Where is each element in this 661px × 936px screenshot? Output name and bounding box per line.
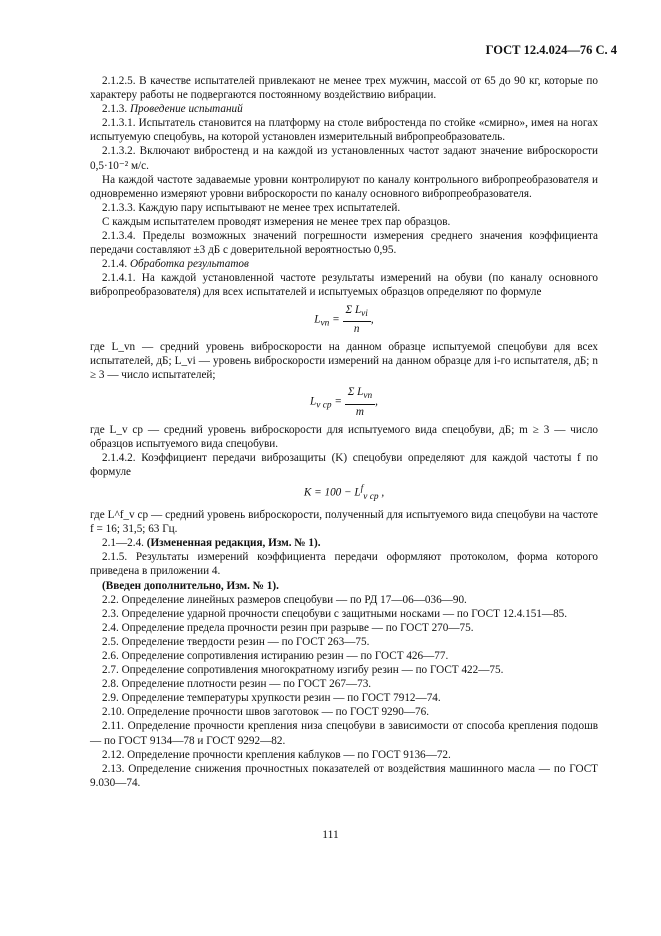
formula-subscript: v ср [363, 491, 379, 502]
paragraph: 2.8. Определение плотности резин — по ГОСТ 267—73. [102, 678, 372, 691]
formula-fraction [345, 385, 375, 418]
section-number: 2.1.3. [102, 103, 128, 116]
formula-average-level: $L_{v ср}$ = $\frac{\Sigma L_{vn}}{m}$ , [310, 386, 378, 418]
paragraph: 2.1.5. Результаты измерений коэффициента передачи оформляют протоколом, форма которого приведена в приложении 4. [90, 551, 598, 578]
paragraph: 2.4. Определение предела прочности резин при разрыве — по ГОСТ 270—75. [102, 621, 474, 634]
formula-lhs-subscript: vn [320, 318, 330, 329]
paragraph: где L_vn — средний уровень виброскорости на данном образце испытуемой спецобуви для всех испытателей, дБ; L_vi — уровень виброскорости измерений на данном образце для i-го испытателя, дБ; n ≥ 3 — число испытателей; [90, 340, 598, 382]
formula-mean-level: $L_{vn}$ = $\frac{\Sigma L_{vi}}{n}$ , [314, 303, 374, 335]
formula-lhs: L [314, 312, 321, 325]
paragraph: 2.13. Определение снижения прочностных показателей от воздействия машинного масла — по ГОСТ 9.030—74. [90, 762, 598, 789]
formula-transfer-coefficient: $K = 100 - L^f_{v ср}$ , [303, 484, 385, 502]
paragraph: 2.3. Определение ударной прочности спецобуви с защитными носками — по ГОСТ 12.4.151—85. [102, 607, 568, 620]
formula-denominator: m [355, 405, 364, 418]
section-heading [90, 257, 598, 271]
formula-lhs: L [310, 395, 317, 408]
paragraph: 2.1.2.5. В качестве испытателей привлекают не менее трех мужчин, массой от 65 до 90 кг, которые по характеру работы не подвергаются постоянному воздействию вибрации. [90, 75, 598, 102]
paragraph: 2.2. Определение линейных размеров спецобуви — по РД 17—06—036—90. [102, 593, 467, 606]
page-header: ГОСТ 12.4.024—76 С. 4 [485, 43, 617, 57]
paragraph: 2.1.3.2. Включают вибростенд и на каждой из установленных частот задают значение виброскорости 0,5·10⁻² м/с. [90, 145, 598, 172]
paragraph: 2.1.3.1. Испытатель становится на платформу на столе вибростенда по стойке «смирно», имея на ногах испытуемую спецобувь, на которой установлен измерительный вибропреобразователь. [90, 117, 598, 144]
page-number: 111 [322, 829, 339, 841]
amendment-note: 2.1—2.4. (Измененная редакция, Изм. № 1). [102, 537, 321, 550]
formula-fraction [343, 303, 371, 336]
section-title: Обработка результатов [129, 258, 249, 271]
section-number: 2.1.4. [102, 258, 128, 271]
paragraph: 2.7. Определение сопротивления многократному изгибу резин — по ГОСТ 422—75. [102, 664, 504, 677]
paragraph: 2.11. Определение прочности крепления низа спецобуви в зависимости от способа крепления подошв — по ГОСТ 9134—78 и ГОСТ 9292—82. [90, 720, 598, 747]
paragraph: где L^f_v ср — средний уровень виброскорости, полученный для испытуемого вида спецобуви на частоте f = 16; 31,5; 63 Гц. [90, 509, 598, 536]
formula-superscript: f [360, 484, 364, 494]
amendment-note: (Введен дополнительно, Изм. № 1). [102, 579, 279, 592]
formula-numerator: Σ $L_{vi}$ [343, 303, 371, 322]
paragraph: 2.10. Определение прочности швов заготовок — по ГОСТ 9290—76. [102, 706, 430, 719]
paragraph: 2.1.3.3. Каждую пару испытывают не менее трех испытателей. [102, 201, 401, 214]
paragraph: С каждым испытателем проводят измерения не менее трех пар образцов. [102, 215, 451, 228]
paragraph: 2.5. Определение твердости резин — по ГОСТ 263—75. [102, 635, 370, 648]
paragraph: 2.1.4.2. Коэффициент передачи виброзащиты (K) спецобуви определяют для каждой частоты f по формуле [90, 451, 598, 478]
paragraph: 2.12. Определение прочности крепления каблуков — по ГОСТ 9136—72. [102, 748, 451, 761]
section-heading [90, 102, 598, 116]
formula-lhs-subscript: v ср [316, 400, 332, 411]
paragraph: 2.9. Определение температуры хрупкости резин — по ГОСТ 7912—74. [102, 692, 441, 705]
document-body [90, 74, 598, 790]
paragraph: 2.1.3.4. Пределы возможных значений погрешности измерения среднего значения коэффициента передачи составляют ±3 дБ с доверительной вероятностью 0,95. [90, 230, 598, 257]
paragraph: 2.1.4.1. На каждой установленной частоте результаты измерений на обуви (по каналу основного вибропреобразователя) для всех испытателей и испытуемых образцов определяют по формуле [90, 272, 598, 299]
section-title: Проведение испытаний [129, 103, 243, 116]
paragraph: На каждой частоте задаваемые уровни контролируют по каналу контрольного вибропреобразователя и одновременно измеряют уровни виброскорости по каналу основного вибропреобразователя. [90, 173, 598, 200]
paragraph: 2.6. Определение сопротивления истиранию резин — по ГОСТ 426—77. [102, 650, 449, 662]
formula-numerator: Σ $L_{vn}$ [345, 385, 375, 404]
formula-denominator: n [353, 322, 360, 335]
paragraph: где L_v ср — средний уровень виброскорости для испытуемого вида спецобуви, дБ; m ≥ 3 — число образцов испытуемого вида спецобуви. [90, 423, 598, 450]
